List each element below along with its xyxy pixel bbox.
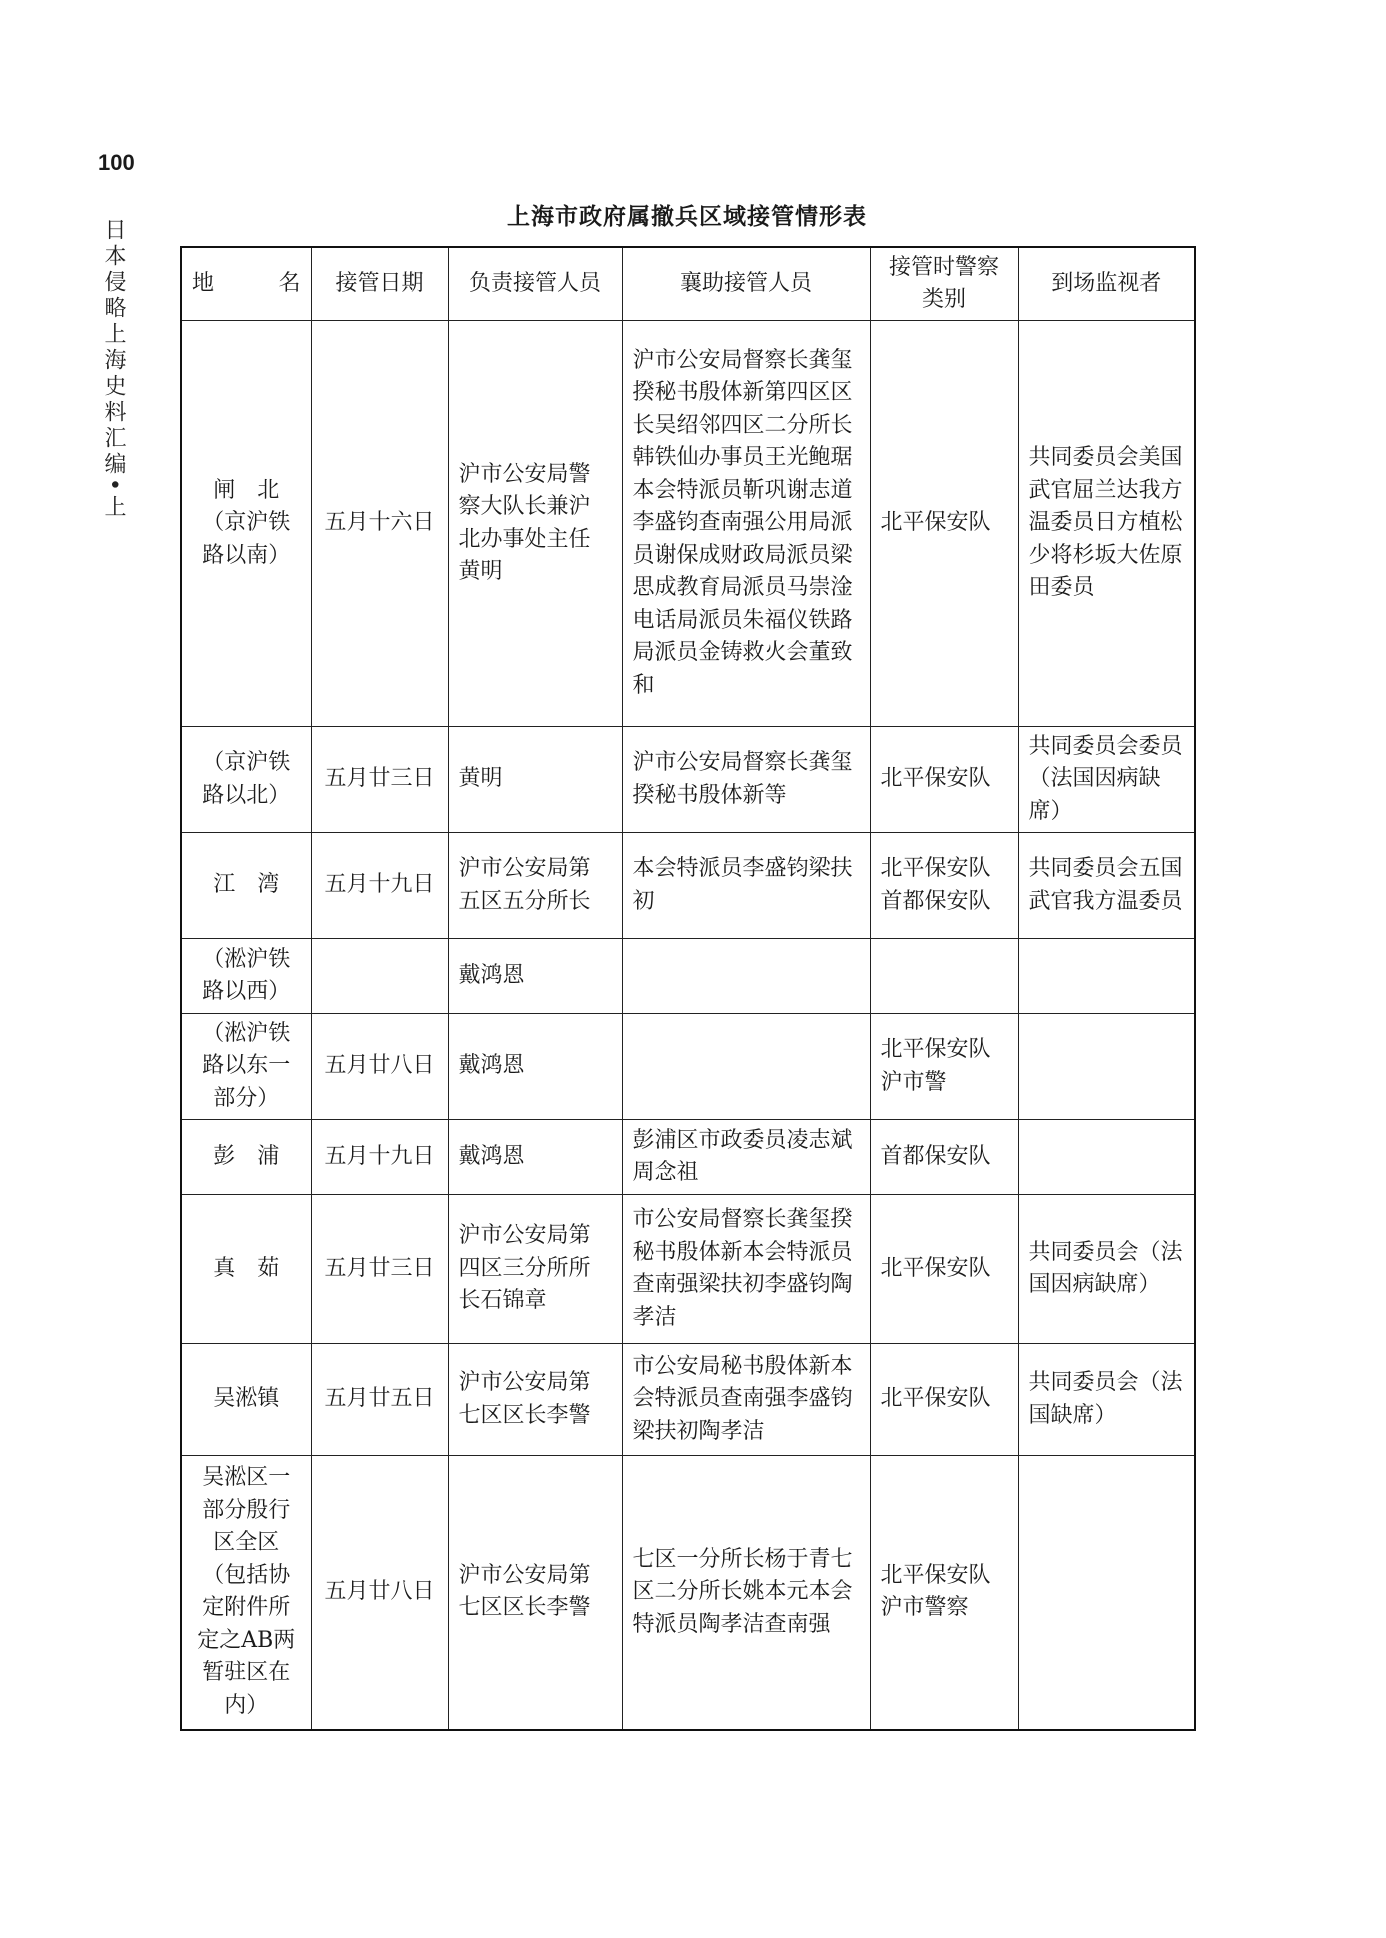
cell-responsible: 沪市公安局警察大队长兼沪北办事处主任黄明 xyxy=(448,321,622,727)
table-row xyxy=(181,321,1195,727)
cell-supervisors xyxy=(1018,939,1195,1014)
cell-police-type: 北平保安队沪市警察 xyxy=(870,1456,1018,1730)
cell-date: 五月廿三日 xyxy=(311,1195,448,1344)
cell-assisting: 七区一分所长杨于青七区二分所长姚本元本会特派员陶孝洁查南强 xyxy=(622,1456,870,1730)
cell-place: （淞沪铁路以东一部分） xyxy=(181,1014,311,1120)
cell-police-type: 北平保安队 xyxy=(870,727,1018,833)
cell-date xyxy=(311,939,448,1014)
table-row xyxy=(181,1456,1195,1730)
cell-supervisors: 共同委员会委员（法国因病缺席） xyxy=(1018,727,1195,833)
cell-assisting: 本会特派员李盛钧梁扶初 xyxy=(622,833,870,939)
table-row xyxy=(181,1120,1195,1195)
cell-police-type: 北平保安队 xyxy=(870,321,1018,727)
table-row xyxy=(181,833,1195,939)
table-row xyxy=(181,1344,1195,1456)
cell-assisting xyxy=(622,1014,870,1120)
cell-police-type: 北平保安队首都保安队 xyxy=(870,833,1018,939)
cell-place: 吴淞镇 xyxy=(181,1344,311,1456)
col-header-responsible: 负责接管人员 xyxy=(448,247,622,321)
cell-responsible: 沪市公安局第五区五分所长 xyxy=(448,833,622,939)
table-row xyxy=(181,939,1195,1014)
col-header-place: 地 名 xyxy=(181,247,311,321)
cell-place: 闸 北（京沪铁路以南） xyxy=(181,321,311,727)
col-header-assisting: 襄助接管人员 xyxy=(622,247,870,321)
cell-place: 江 湾 xyxy=(181,833,311,939)
cell-place: 彭 浦 xyxy=(181,1120,311,1195)
cell-responsible: 戴鸿恩 xyxy=(448,1120,622,1195)
col-header-police-type: 接管时警察类别 xyxy=(870,247,1018,321)
cell-place: 真 茹 xyxy=(181,1195,311,1344)
cell-responsible: 沪市公安局第四区三分所所长石锦章 xyxy=(448,1195,622,1344)
cell-assisting: 彭浦区市政委员凌志斌周念祖 xyxy=(622,1120,870,1195)
cell-assisting: 沪市公安局督察长龚玺揆秘书殷体新等 xyxy=(622,727,870,833)
cell-date: 五月十九日 xyxy=(311,1120,448,1195)
cell-assisting: 市公安局秘书殷体新本会特派员查南强李盛钧梁扶初陶孝洁 xyxy=(622,1344,870,1456)
cell-place: （淞沪铁路以西） xyxy=(181,939,311,1014)
header-row xyxy=(181,247,1195,321)
cell-place: 吴淞区一部分殷行区全区（包括协定附件所定之AB两暂驻区在内） xyxy=(181,1456,311,1730)
cell-responsible: 戴鸿恩 xyxy=(448,1014,622,1120)
table-row xyxy=(181,727,1195,833)
cell-responsible: 戴鸿恩 xyxy=(448,939,622,1014)
cell-date: 五月廿五日 xyxy=(311,1344,448,1456)
cell-police-type: 北平保安队 xyxy=(870,1195,1018,1344)
cell-date: 五月十六日 xyxy=(311,321,448,727)
cell-supervisors xyxy=(1018,1014,1195,1120)
cell-responsible: 黄明 xyxy=(448,727,622,833)
col-header-supervisors: 到场监视者 xyxy=(1018,247,1195,321)
cell-date: 五月廿三日 xyxy=(311,727,448,833)
cell-assisting: 市公安局督察长龚玺揆秘书殷体新本会特派员查南强梁扶初李盛钧陶孝洁 xyxy=(622,1195,870,1344)
col-header-date: 接管日期 xyxy=(311,247,448,321)
cell-date: 五月廿八日 xyxy=(311,1456,448,1730)
cell-supervisors: 共同委员会（法国缺席） xyxy=(1018,1344,1195,1456)
cell-supervisors: 共同委员会美国武官屈兰达我方温委员日方植松少将杉坂大佐原田委员 xyxy=(1018,321,1195,727)
takeover-table xyxy=(180,246,1196,1731)
cell-responsible: 沪市公安局第七区区长李警 xyxy=(448,1344,622,1456)
cell-assisting xyxy=(622,939,870,1014)
table-row xyxy=(181,1195,1195,1344)
cell-place: （京沪铁路以北） xyxy=(181,727,311,833)
table-row xyxy=(181,1014,1195,1120)
cell-police-type: 北平保安队 xyxy=(870,1344,1018,1456)
cell-assisting: 沪市公安局督察长龚玺揆秘书殷体新第四区区长吴绍邻四区二分所长韩铁仙办事员王光鲍琚本会特派员靳巩谢志道李盛钧查南强公用局派员谢保成财政局派员梁思成教育局派员马崇淦电话局派员朱福仪铁路局派员金铸救火会董致和 xyxy=(622,321,870,727)
cell-police-type: 首都保安队 xyxy=(870,1120,1018,1195)
page-number: 100 xyxy=(98,150,135,175)
cell-police-type: 北平保安队沪市警 xyxy=(870,1014,1018,1120)
table-title: 上海市政府属撤兵区域接管情形表 xyxy=(507,204,867,230)
cell-supervisors xyxy=(1018,1120,1195,1195)
cell-date: 五月廿八日 xyxy=(311,1014,448,1120)
cell-supervisors: 共同委员会（法国因病缺席） xyxy=(1018,1195,1195,1344)
book-title: 日本侵略上海史料汇编•上 xyxy=(101,218,126,521)
cell-supervisors: 共同委员会五国武官我方温委员 xyxy=(1018,833,1195,939)
cell-responsible: 沪市公安局第七区区长李警 xyxy=(448,1456,622,1730)
cell-date: 五月十九日 xyxy=(311,833,448,939)
cell-police-type xyxy=(870,939,1018,1014)
cell-supervisors xyxy=(1018,1456,1195,1730)
